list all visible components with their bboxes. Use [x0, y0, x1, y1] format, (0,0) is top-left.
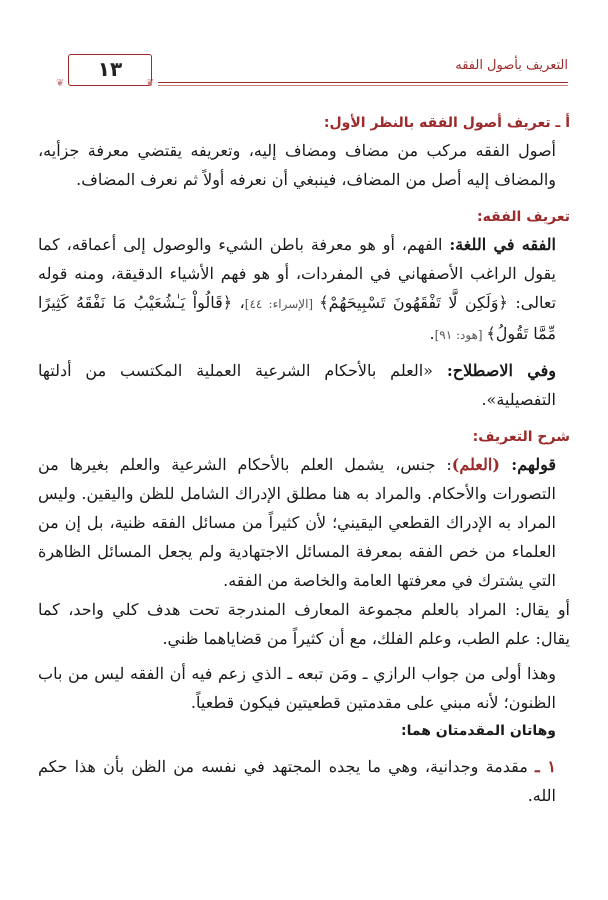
ref-isra: [الإسراء: ٤٤] — [244, 297, 320, 311]
label-term: وفي الاصطلاح: — [446, 361, 556, 380]
paragraph-razi: وهذا أولى من جواب الرازي ـ ومَن تبعه ـ الذي زعم فيه أن الفقه ليس من باب الظنون؛ لأنه مبني على مقدمتين قطعيتين فيكون قطعياً. — [38, 664, 556, 712]
section-heading-explanation: شرح التعريف: — [472, 429, 570, 445]
paragraph-fiqh-language — [38, 230, 570, 350]
text-language: الفهم، أو هو معرفة باطن الشيء والوصول إلى أعماقه، كما يقول الراغب الأصفهاني في المفردات، أو هو فهم الأشياء الدقيقة، ومنه قوله تعالى: — [38, 235, 557, 312]
item-number: ١ ـ — [535, 757, 556, 776]
running-title: التعريف بأصول الفقه — [455, 58, 568, 73]
section-heading-fiqh: تعريف الفقه: — [477, 209, 570, 225]
verse-hud: ﴿قَالُواْ يَـٰشُعَيْبُ مَا نَفْقَهُ كَثِيرًا مِّمَّا تَقُولُ﴾ — [38, 293, 556, 343]
paragraph-compound: أصول الفقه مركب من مضاف ومضاف إليه، وتعريفه يقتضي معرفة جزأيه، والمضاف إليه أصل من المضاف، فينبغي أن نعرفه أولاً ثم نعرف المضاف. — [38, 141, 556, 189]
header-rule — [158, 82, 568, 83]
text-term: «العلم بالأحكام الشرعية العملية المكتسب من أدلتها التفصيلية». — [38, 361, 556, 409]
label-language: الفقه في اللغة: — [449, 235, 556, 254]
page-number-box — [68, 54, 152, 86]
paragraph-alternative: أو يقال: المراد بالعلم مجموعة المعارف المندرجة تحت هدف كلي واحد، كما يقال: علم الطب، وعلم الفلك، مع أن كثيراً من قضاياهما ظني. — [38, 600, 570, 648]
header-rule-secondary — [158, 85, 568, 86]
page-number: ١٣ — [97, 57, 123, 81]
text-knowledge: : جنس، يشمل العلم بالأحكام الشرعية والعلم بغيرها من التصورات والأحكام. والمراد به هنا مطلق الإدراك الشامل للظن واليقين. وليس المراد به الإدراك القطعي اليقيني؛ لأن كثيراً من مسائل الفقه ظنية، بل إن من العلماء من خص الفقه بمعرفة المسائل الاجتهادية ولم يجعل المسائل الظاهرة التي يشترك في معرفتها العامة والخاصة من الفقه. — [38, 455, 556, 590]
ornament-left-icon: ❦ — [56, 78, 65, 89]
sentence-end: . — [429, 324, 435, 343]
verse-isra: ﴿وَلَكِن لَّا تَفْقَهُونَ تَسْبِيحَهُمْ﴾ — [319, 293, 508, 312]
paragraph-fiqh-term — [38, 356, 570, 414]
ornament-right-icon: ❦ — [146, 78, 155, 89]
list-item-premise-1 — [38, 752, 570, 810]
ref-hud: [هود: ٩١] — [434, 328, 487, 342]
section-heading-definition-first: أ ـ تعريف أصول الفقه بالنظر الأول: — [323, 115, 570, 131]
subheading-premises: وهاتان المقدمتان هما: — [400, 723, 556, 739]
paragraph-knowledge — [38, 450, 570, 595]
main-text — [38, 110, 570, 810]
separator: ، — [232, 293, 245, 312]
label-saying: قولهم: — [511, 455, 556, 474]
item-text: مقدمة وجدانية، وهي ما يجده المجتهد في نفسه من الظن بأن هذا حكم الله. — [38, 757, 556, 805]
word-knowledge: (العلم) — [451, 455, 512, 474]
page-header — [58, 50, 568, 92]
